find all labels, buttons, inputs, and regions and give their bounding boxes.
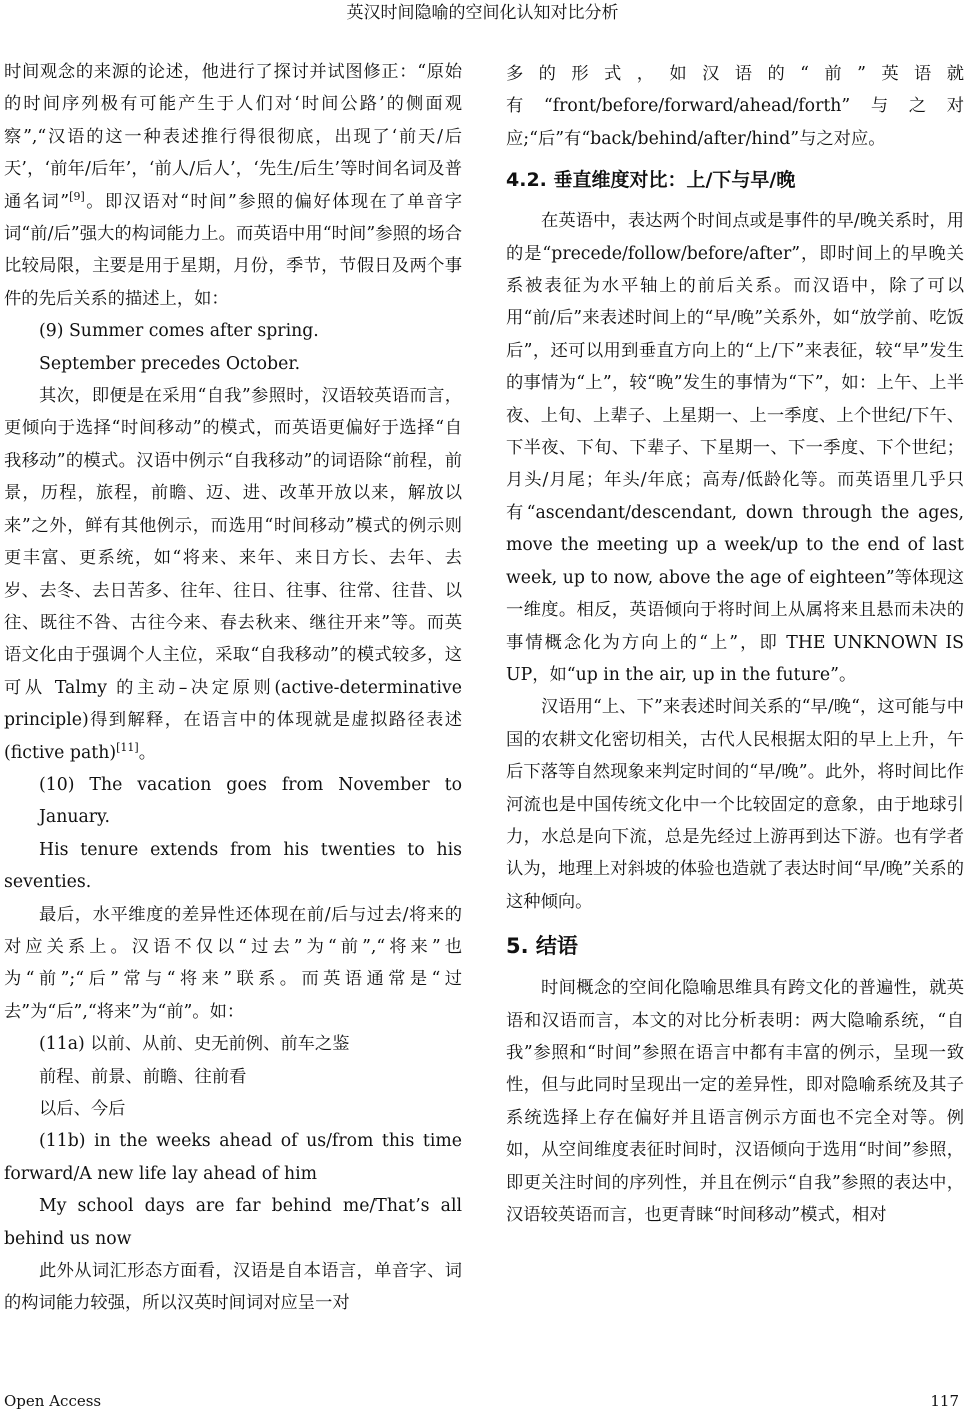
left-column	[4, 56, 462, 1320]
paragraph: 汉语用“上、下”来表述时间关系的“早/晚“，这可能与中国的农耕文化密切相关，古代人民根据太阳的早上上升，午后下落等自然现象来判定时间的“早/晚”。此外，将时间比作河流也是中国传统文化中一个比较固定的意象，由于地球引力，水总是向下流，总是先经过上游再到达下游。也有学者认为，地理上对斜坡的体验也造就了表达时间“早/晚”关系的这种倾向。	[506, 697, 964, 912]
paragraph-text: 其次，即便是在采用“自我”参照时，汉语较英语而言，更倾向于选择“时间移动”的模式，而英语更偏好于选择“自我移动”的模式。汉语中例示“自我移动”的词语除“前程，前景，历程，旅程，前瞻、迈、进、改革开放以来，解放以来”之外，鲜有其他例示，而选用“时间移动”模式的例示则更丰富、更系统，如“将来、来年、来日方长、去年、去岁、去冬、去日苦多、往年、往日、往事、往常、往昔、以往、既往不咎、古往今来、春去秋来、继往开来”等。而英语文化由于强调个人主位，采取“自我移动”的模式较多，这可从 Talmy 的主动–决定原则(active-determinative principle)得到解释，在语言中的体现就是虚拟路径表述(fictive path)	[4, 386, 462, 763]
example-line: September precedes October.	[39, 353, 301, 374]
example-line: (9) Summer comes after spring.	[39, 321, 319, 342]
example-line: (11b) in the weeks ahead of us/from this time forward/A new life lay ahead of him	[4, 1131, 462, 1184]
paragraph	[4, 380, 462, 769]
paragraph-text: 。即汉语对“时间”参照的偏好体现在了单音字词“前/后”强大的构词能力上。而英语中用“时间”参照的场合比较局限，主要是用于星期，月份，季节，节假日及两个事件的先后关系的描述上，如：	[4, 191, 463, 309]
citation: [11]	[116, 740, 139, 754]
example-line: My school days are far behind me/That’s all behind us now	[4, 1196, 462, 1249]
paragraph: 此外从词汇形态方面看，汉语是自本语言，单音字、词的构词能力较强，所以汉英时间词对应呈一对	[4, 1261, 462, 1314]
paragraph-text: 时间观念的来源的论述，他进行了探讨并试图修正：“原始的时间序列极有可能产生于人们对‘时间公路’的侧面观察”,“汉语的这一种表述推行得很彻底，出现了‘前天/后天’，‘前年/后年’，‘前人/后人’，‘先生/后生’等时间名词及普通名词”	[4, 62, 462, 212]
paragraph: 最后，水平维度的差异性还体现在前/后与过去/将来的对应关系上。汉语不仅以“过去”为“前”,“将来”也为“前”;“后”常与“将来”联系。而英语通常是“过去”为“后”,“将来”为“前”。如：	[4, 904, 462, 1022]
section-heading: 4.2. 垂直维度对比：上/下与早/晚	[506, 169, 796, 192]
running-head: 英汉时间隐喻的空间化认知对比分析	[346, 3, 619, 23]
example-line: His tenure extends from his twenties to his seventies.	[4, 839, 462, 893]
example-line: (10) The vacation goes from November to January.	[39, 774, 462, 828]
paragraph: 时间概念的空间化隐喻思维具有跨文化的普遍性，就英语和汉语而言，本文的对比分析表明：两大隐喻系统，“自我”参照和“时间”参照在语言中都有丰富的例示，呈现一致性，但与此同时呈现出一定的差异性，即对隐喻系统及其子系统选择上存在偏好并且语言例示方面也不完全对等。例如，从空间维度表征时间时，汉语倾向于选用“时间”参照，即更关注时间的序列性，并且在例示“自我”参照的表达中，汉语较英语而言，也更青睐“时间移动”模式，相对	[506, 978, 964, 1225]
page-number: 117	[930, 1392, 959, 1410]
footer-open-access: Open Access	[4, 1392, 102, 1410]
paragraph: 多的形式，如汉语的“前”英语就有“front/before/forward/ahead/forth”与之对应;“后”有“back/behind/after/hind”与之对应。	[506, 64, 964, 149]
right-column	[506, 58, 964, 1231]
section-heading: 5. 结语	[506, 934, 578, 959]
citation: [9]	[69, 189, 85, 203]
example-line: 以后、今后	[39, 1099, 126, 1119]
paragraph	[4, 56, 462, 315]
paragraph-text: 。	[138, 742, 156, 763]
paragraph: 在英语中，表达两个时间点或是事件的早/晚关系时，用的是“precede/follow/before/after”，即时间上的早晚关系被表征为水平轴上的前后关系。而汉语中，除了可以用“前/后”来表述时间上的“早/晚”关系外，如“放学前、吃饭后”，还可以用到垂直方向上的“上/下”来表征，较“早”发生的事情为“上”，较“晚”发生的事情为“下”，如：上午、上半夜、上旬、上辈子、上星期一、上一季度、上个世纪/下午、下半夜、下旬、下辈子、下星期一、下一季度、下个世纪；月头/月尾；年头/年底；高寿/低龄化等。而英语里几乎只有“ascendant/descendant, down through the ages, move the meeting up a week/up to the end of last week, up to now, above the age of eighteen”等体现这一维度。相反，英语倾向于将时间上从属将来且悬而未决的事情概念化为方向上的“上”，即 THE UNKNOWN IS UP，如“up in the air, up in the future”。	[506, 211, 964, 685]
example-line: (11a) 以前、从前、史无前例、前车之鉴	[39, 1034, 350, 1055]
example-line: 前程、前景、前瞻、往前看	[39, 1066, 247, 1087]
